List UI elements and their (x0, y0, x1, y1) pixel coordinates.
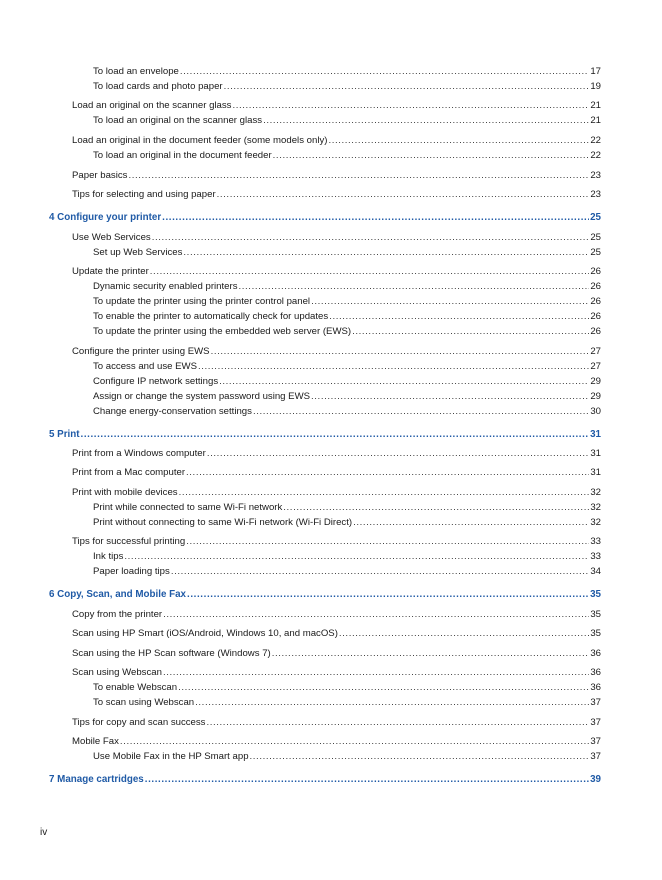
toc-entry-page: 32 (590, 487, 601, 498)
toc-entry-page: 34 (590, 566, 601, 577)
toc-entry-page: 25 (590, 232, 601, 243)
toc-entry-title: To update the printer using the embedded web server (EWS) (93, 326, 352, 337)
toc-entry-page: 17 (590, 66, 601, 77)
dot-leader (150, 266, 590, 278)
dot-leader (253, 406, 589, 418)
toc-entry-title: 5 Print (49, 429, 80, 440)
toc-entry[interactable] (72, 232, 601, 244)
dot-leader (353, 517, 589, 529)
toc-entry-title: Tips for copy and scan success (72, 717, 206, 728)
toc-entry[interactable] (93, 406, 601, 418)
toc-entry-title: To access and use EWS (93, 361, 197, 372)
toc-entry[interactable] (93, 682, 601, 694)
toc-entry-page: 26 (590, 326, 601, 337)
toc-entry[interactable] (72, 189, 601, 201)
toc-entry-page: 36 (590, 682, 601, 693)
dot-leader (328, 135, 589, 147)
dot-leader (183, 247, 589, 259)
dot-leader (178, 682, 589, 694)
toc-entry-title: Paper loading tips (93, 566, 170, 577)
dot-leader (128, 170, 589, 182)
toc-entry-title: Configure the printer using EWS (72, 346, 210, 357)
toc-entry-page: 36 (590, 667, 601, 678)
toc-entry-page: 37 (590, 717, 601, 728)
toc-entry-title: Copy from the printer (72, 609, 163, 620)
toc-entry-page: 29 (590, 391, 601, 402)
toc-entry-title: Print from a Mac computer (72, 467, 186, 478)
toc-entry-title: To load an envelope (93, 66, 179, 77)
dot-leader (250, 751, 590, 763)
toc-entry-title: Configure IP network settings (93, 376, 219, 387)
toc-entry-page: 23 (590, 170, 601, 181)
toc-chapter-entry[interactable] (49, 774, 601, 786)
dot-leader (232, 100, 589, 112)
dot-leader (163, 609, 589, 621)
toc-entry-title: To update the printer using the printer control panel (93, 296, 311, 307)
toc-entry[interactable] (72, 135, 601, 147)
toc-chapter-entry[interactable] (49, 429, 601, 441)
toc-entry-page: 25 (590, 212, 601, 223)
toc-entry[interactable] (93, 361, 601, 373)
dot-leader (145, 774, 589, 786)
toc-entry[interactable] (72, 100, 601, 112)
dot-leader (186, 536, 589, 548)
toc-entry-title: Load an original on the scanner glass (72, 100, 232, 111)
toc-entry-page: 31 (590, 429, 601, 440)
toc-entry-title: Print from a Windows computer (72, 448, 206, 459)
toc-entry-title: 4 Configure your printer (49, 212, 162, 223)
toc-entry-page: 35 (590, 589, 601, 600)
dot-leader (162, 212, 589, 224)
toc-entry-page: 37 (590, 751, 601, 762)
dot-leader (311, 391, 589, 403)
toc-entry-page: 19 (590, 81, 601, 92)
dot-leader (211, 346, 590, 358)
dot-leader (283, 502, 589, 514)
dot-leader (187, 589, 589, 601)
toc-chapter-entry[interactable] (49, 212, 601, 224)
toc-entry[interactable] (72, 736, 601, 748)
dot-leader (352, 326, 589, 338)
dot-leader (163, 667, 589, 679)
toc-entry[interactable] (93, 551, 601, 563)
toc-entry-title: Update the printer (72, 266, 149, 277)
toc-entry[interactable] (72, 609, 601, 621)
toc-entry-title: Scan using HP Smart (iOS/Android, Windows 10, and macOS) (72, 628, 338, 639)
toc-entry-page: 27 (590, 346, 601, 357)
toc-entry-title: Ink tips (93, 551, 124, 562)
toc-entry-title: To enable the printer to automatically check for updates (93, 311, 329, 322)
toc-entry[interactable] (93, 311, 601, 323)
toc-entry-page: 26 (590, 281, 601, 292)
toc-entry-page: 22 (590, 150, 601, 161)
dot-leader (273, 150, 590, 162)
dot-leader (217, 189, 590, 201)
toc-entry[interactable] (93, 281, 601, 293)
toc-entry-page: 33 (590, 536, 601, 547)
toc-entry-page: 26 (590, 266, 601, 277)
toc-entry[interactable] (93, 502, 601, 514)
toc-entry[interactable] (93, 115, 601, 127)
toc-entry-page: 31 (590, 448, 601, 459)
toc-entry-page: 31 (590, 467, 601, 478)
dot-leader (120, 736, 589, 748)
toc-entry-title: To load cards and photo paper (93, 81, 223, 92)
dot-leader (339, 628, 589, 640)
toc-entry-page: 36 (590, 648, 601, 659)
toc-entry-title: Assign or change the system password using EWS (93, 391, 311, 402)
toc-entry[interactable] (72, 467, 601, 479)
toc-entry[interactable] (93, 517, 601, 529)
toc-entry-page: 32 (590, 517, 601, 528)
toc-entry-title: Print while connected to same Wi-Fi network (93, 502, 283, 513)
toc-entry-page: 26 (590, 296, 601, 307)
dot-leader (195, 697, 589, 709)
toc-entry[interactable] (72, 487, 601, 499)
toc-entry[interactable] (93, 150, 601, 162)
toc-entry[interactable] (72, 266, 601, 278)
toc-entry-page: 27 (590, 361, 601, 372)
dot-leader (207, 448, 590, 460)
toc-entry[interactable] (93, 697, 601, 709)
toc-entry-title: Print without connecting to same Wi-Fi network (Wi-Fi Direct) (93, 517, 353, 528)
dot-leader (219, 376, 589, 388)
dot-leader (124, 551, 589, 563)
toc-entry-page: 25 (590, 247, 601, 258)
toc-entry-page: 22 (590, 135, 601, 146)
toc-entry-page: 39 (590, 774, 601, 785)
toc-entry[interactable] (93, 751, 601, 763)
toc-entry-title: To load an original in the document feeder (93, 150, 272, 161)
dot-leader (311, 296, 589, 308)
toc-entry[interactable] (72, 628, 601, 640)
toc-entry-title: To load an original on the scanner glass (93, 115, 263, 126)
dot-leader (272, 648, 590, 660)
dot-leader (152, 232, 590, 244)
toc-entry-page: 37 (590, 736, 601, 747)
toc-entry-page: 29 (590, 376, 601, 387)
toc-entry[interactable] (72, 717, 601, 729)
toc-entry-title: Scan using Webscan (72, 667, 162, 678)
toc-entry[interactable] (93, 566, 601, 578)
toc-chapter-entry[interactable] (49, 589, 601, 601)
toc-entry[interactable] (72, 170, 601, 182)
dot-leader (171, 566, 590, 578)
toc-entry-title: 6 Copy, Scan, and Mobile Fax (49, 589, 187, 600)
dot-leader (206, 717, 589, 729)
toc-entry-page: 23 (590, 189, 601, 200)
toc-entry-title: Change energy-conservation settings (93, 406, 252, 417)
toc-entry-title: Mobile Fax (72, 736, 119, 747)
toc-entry-title: Scan using the HP Scan software (Windows 7) (72, 648, 271, 659)
toc-entry-title: To enable Webscan (93, 682, 178, 693)
toc-entry[interactable] (72, 346, 601, 358)
dot-leader (224, 81, 590, 93)
toc-entry[interactable] (93, 391, 601, 403)
toc-entry[interactable] (93, 81, 601, 93)
toc-entry[interactable] (72, 667, 601, 679)
toc-entry[interactable] (72, 536, 601, 548)
toc-entry-page: 37 (590, 697, 601, 708)
toc-entry-title: Tips for successful printing (72, 536, 186, 547)
toc-entry-title: To scan using Webscan (93, 697, 195, 708)
toc-entry[interactable] (72, 448, 601, 460)
toc-entry-title: Tips for selecting and using paper (72, 189, 216, 200)
toc-entry-title: Dynamic security enabled printers (93, 281, 238, 292)
toc-entry-title: Use Mobile Fax in the HP Smart app (93, 751, 249, 762)
toc-entry[interactable] (93, 296, 601, 308)
dot-leader (198, 361, 589, 373)
dot-leader (186, 467, 589, 479)
toc-entry-page: 26 (590, 311, 601, 322)
dot-leader (329, 311, 589, 323)
toc-entry-page: 33 (590, 551, 601, 562)
toc-entry-title: Load an original in the document feeder (some models only) (72, 135, 328, 146)
toc-entry-page: 35 (590, 609, 601, 620)
toc-entry-page: 21 (590, 100, 601, 111)
toc-entry[interactable] (93, 247, 601, 259)
toc-entry[interactable] (72, 648, 601, 660)
toc-entry[interactable] (93, 376, 601, 388)
page-number: iv (40, 827, 48, 838)
toc-entry-page: 32 (590, 502, 601, 513)
toc-entry-title: Set up Web Services (93, 247, 183, 258)
dot-leader (81, 429, 590, 441)
dot-leader (179, 487, 590, 499)
dot-leader (180, 66, 589, 78)
toc-entry[interactable] (93, 66, 601, 78)
toc-entry-page: 21 (590, 115, 601, 126)
toc-entry-title: Paper basics (72, 170, 128, 181)
toc-entry-title: 7 Manage cartridges (49, 774, 144, 785)
dot-leader (263, 115, 589, 127)
dot-leader (239, 281, 590, 293)
toc-entry-page: 35 (590, 628, 601, 639)
toc-entry-page: 30 (590, 406, 601, 417)
toc-entry-title: Print with mobile devices (72, 487, 178, 498)
toc-entry[interactable] (93, 326, 601, 338)
toc-entry-title: Use Web Services (72, 232, 151, 243)
